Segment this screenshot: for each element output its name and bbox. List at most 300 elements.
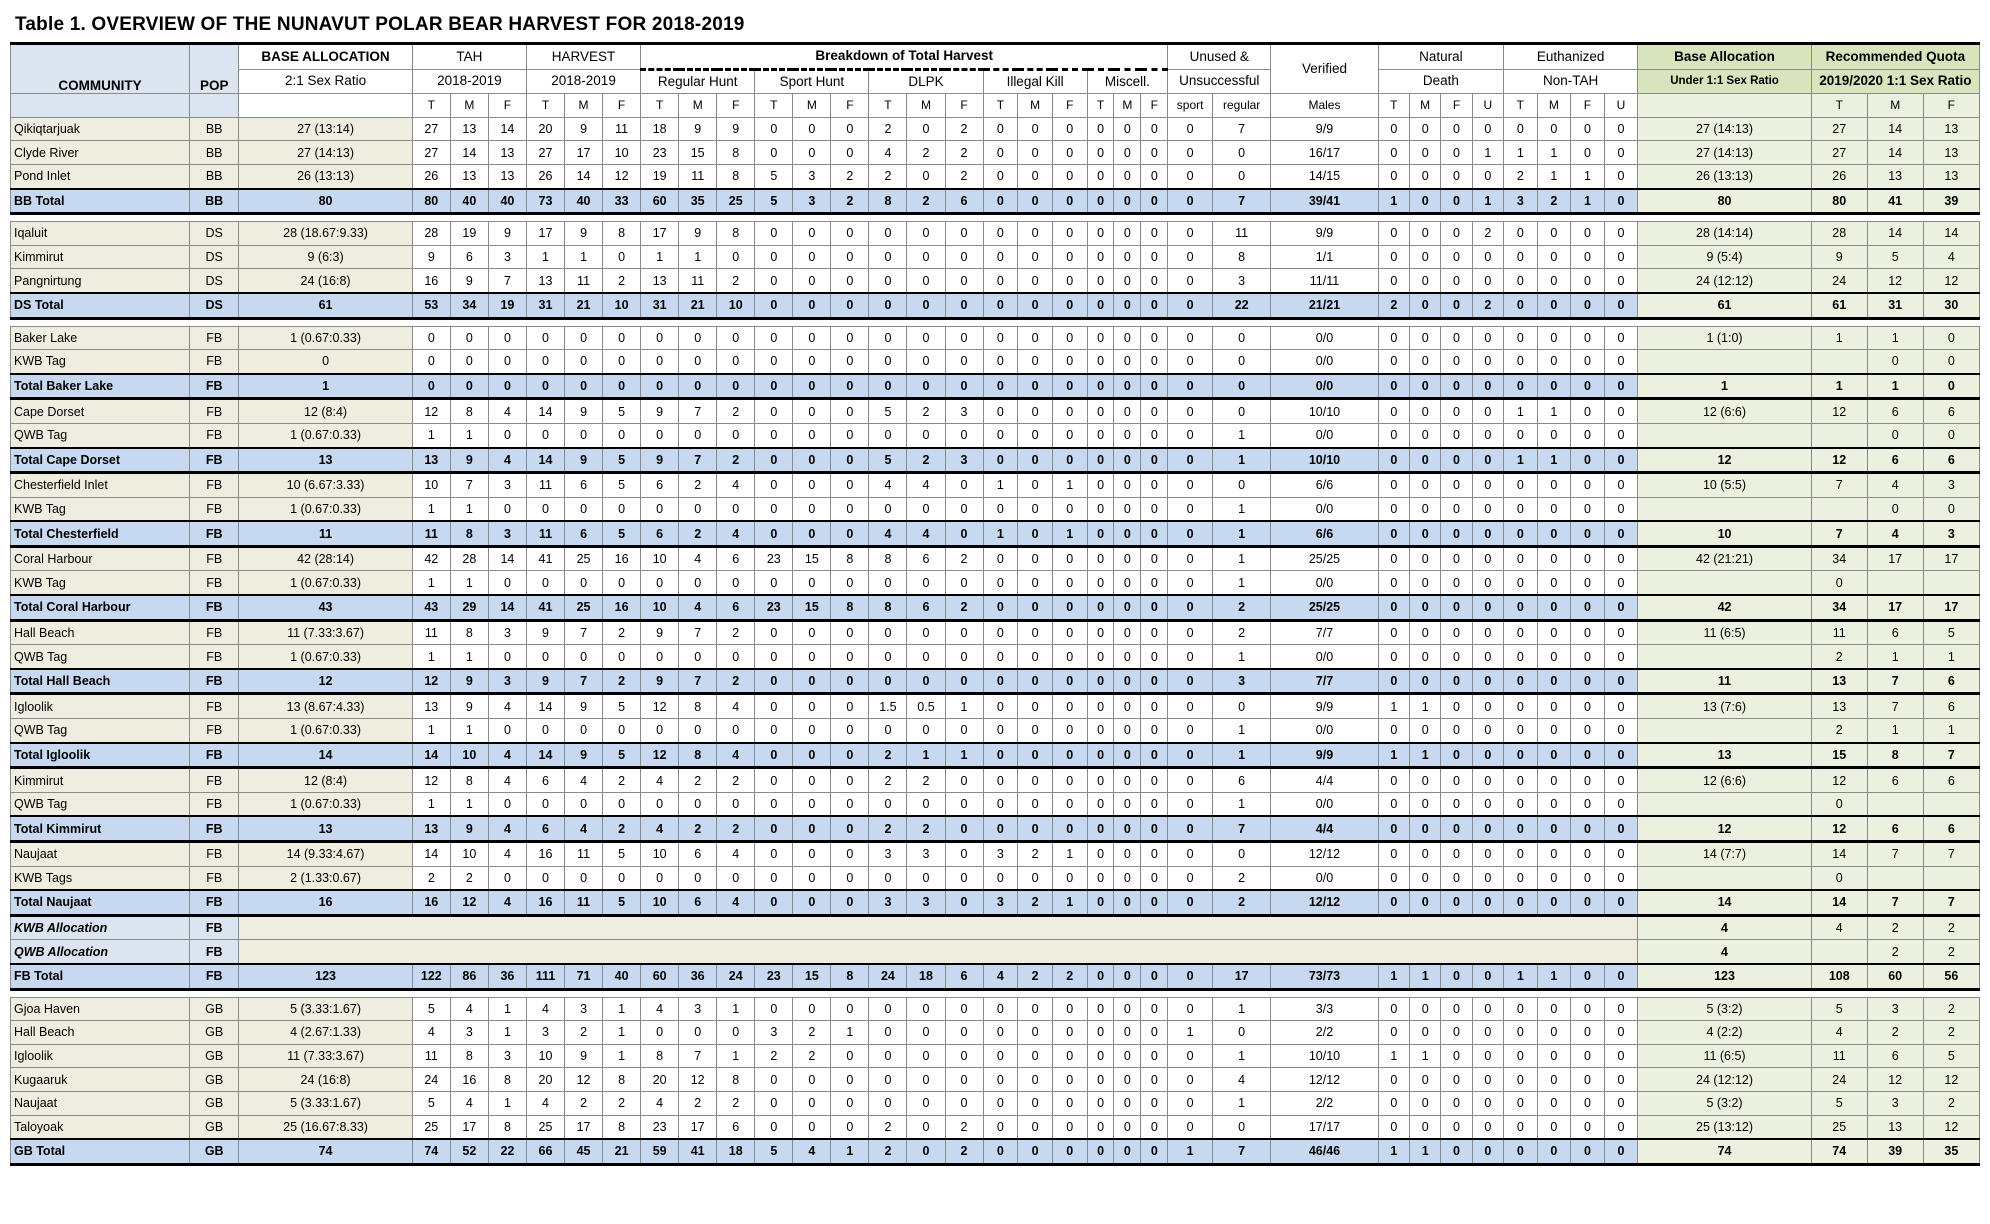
quota-cell: 6 (1923, 816, 1979, 841)
value-cell: 9 (412, 245, 450, 269)
value-cell: 0 (1378, 997, 1409, 1021)
value-cell: 0 (1441, 245, 1472, 269)
value-cell: 0 (1141, 293, 1168, 318)
value-cell: 0 (1537, 1115, 1571, 1139)
value-cell: 0 (831, 326, 869, 350)
value-cell: 0 (831, 350, 869, 374)
value-cell: 10 (641, 595, 679, 620)
value-cell: 0 (1114, 719, 1141, 743)
value-cell: 4 (488, 694, 526, 719)
quota-cell: 1 (1811, 326, 1867, 350)
value-cell: 0 (831, 374, 869, 399)
value-cell: 0 (1441, 571, 1472, 595)
value-cell: 0 (526, 350, 564, 374)
value-cell: 0 (1504, 1021, 1538, 1045)
value-cell: 2 (603, 768, 641, 793)
value-cell: 2 (869, 768, 907, 793)
value-cell: 0 (1052, 669, 1087, 694)
section-total-row (11, 1139, 1980, 1164)
value-cell: 12 (412, 399, 450, 424)
value-cell: 0 (755, 866, 793, 890)
quota-cell: 80 (1811, 189, 1867, 214)
value-cell: 0 (1504, 222, 1538, 246)
value-cell: 0 (1441, 816, 1472, 841)
value-cell: 2 (869, 816, 907, 841)
base-allocation-11: 14 (7:7) (1638, 842, 1811, 867)
value-cell: 0 (831, 645, 869, 669)
value-cell: 2 (1018, 890, 1053, 915)
value-cell: 0/0 (1271, 866, 1378, 890)
quota-cell: 12 (1811, 448, 1867, 473)
population-code: FB (190, 571, 239, 595)
value-cell: 0 (679, 1021, 717, 1045)
value-cell: 0 (1472, 1115, 1503, 1139)
value-cell: 0 (755, 1068, 793, 1092)
value-cell: 0 (983, 293, 1018, 318)
value-cell: 1 (1378, 1044, 1409, 1068)
value-cell: 0 (945, 326, 983, 350)
base-allocation: 2 (1.33:0.67) (239, 866, 412, 890)
value-cell: 0 (1441, 189, 1472, 214)
value-cell: 0 (1018, 768, 1053, 793)
table-row (11, 719, 1980, 743)
value-cell: 0 (907, 117, 945, 141)
base-allocation: 13 (239, 448, 412, 473)
quota-cell: 14 (1923, 222, 1979, 246)
value-cell: 1 (945, 694, 983, 719)
quota-cell: 3 (1923, 521, 1979, 546)
quota-cell: 14 (1867, 117, 1923, 141)
value-cell: 0 (1052, 1091, 1087, 1115)
value-cell: 0 (983, 448, 1018, 473)
value-cell: 0 (1052, 222, 1087, 246)
value-cell: 0 (1472, 1091, 1503, 1115)
header-community: COMMUNITY (11, 44, 190, 94)
value-cell: 3 (526, 1021, 564, 1045)
value-cell: 0 (1410, 423, 1441, 447)
value-cell: 2 (869, 117, 907, 141)
value-cell: 0 (1141, 842, 1168, 867)
value-cell: 0 (1114, 816, 1141, 841)
value-cell: 0 (526, 571, 564, 595)
value-cell: 0 (1571, 694, 1605, 719)
value-cell: 0 (1537, 374, 1571, 399)
value-cell: 0 (755, 245, 793, 269)
value-cell: 3 (488, 1044, 526, 1068)
value-cell: 11 (412, 620, 450, 645)
population-code: FB (190, 694, 239, 719)
subtotal-row (11, 669, 1980, 694)
value-cell: 0 (1087, 792, 1114, 816)
value-cell: 0 (1441, 546, 1472, 571)
header-natural-death: Natural (1378, 44, 1503, 70)
value-cell: 0 (1087, 890, 1114, 915)
header-harvest-year: 2018-2019 (526, 69, 640, 94)
quota-cell: 13 (1923, 117, 1979, 141)
value-cell: 0 (1114, 222, 1141, 246)
value-cell: 0 (1410, 189, 1441, 214)
value-cell: 0 (603, 374, 641, 399)
value-cell: 86 (450, 964, 488, 989)
value-cell: 15 (793, 546, 831, 571)
value-cell: 0 (717, 1021, 755, 1045)
base-allocation: 1 (0.67:0.33) (239, 497, 412, 521)
quota-cell: 1 (1867, 326, 1923, 350)
value-cell: 0 (1571, 423, 1605, 447)
value-cell: 0 (1141, 890, 1168, 915)
value-cell: 0 (1087, 743, 1114, 768)
value-cell: 28 (412, 222, 450, 246)
value-cell: 45 (565, 1139, 603, 1164)
value-cell: 0 (1141, 1044, 1168, 1068)
community-name: QWB Tag (11, 645, 190, 669)
base-allocation-11: 27 (14:13) (1638, 117, 1811, 141)
value-cell: 10 (526, 1044, 564, 1068)
value-cell: 0 (983, 245, 1018, 269)
value-cell: 0 (1410, 473, 1441, 498)
value-cell: 1 (450, 719, 488, 743)
value-cell: 0 (1537, 768, 1571, 793)
quota-cell: 41 (1867, 189, 1923, 214)
header-t: T (983, 94, 1018, 118)
value-cell: 8 (450, 521, 488, 546)
value-cell: 0 (1604, 866, 1638, 890)
community-name: Total Cape Dorset (11, 448, 190, 473)
value-cell: 0 (907, 350, 945, 374)
value-cell: 0 (1504, 521, 1538, 546)
value-cell: 0 (1213, 326, 1271, 350)
header-m: M (1410, 94, 1441, 118)
quota-cell: 34 (1811, 595, 1867, 620)
quota-cell: 6 (1867, 768, 1923, 793)
header-base-11: Base Allocation (1638, 44, 1811, 70)
value-cell: 0 (1604, 521, 1638, 546)
value-cell: 0 (1504, 669, 1538, 694)
value-cell: 0 (1604, 768, 1638, 793)
value-cell: 0 (1537, 743, 1571, 768)
value-cell: 0 (1571, 497, 1605, 521)
value-cell: 5 (869, 448, 907, 473)
value-cell: 6 (526, 816, 564, 841)
value-cell: 0 (450, 350, 488, 374)
value-cell: 71 (565, 964, 603, 989)
community-name: Iqaluit (11, 222, 190, 246)
value-cell: 0 (1472, 620, 1503, 645)
value-cell: 2 (679, 816, 717, 841)
value-cell: 7 (565, 620, 603, 645)
value-cell: 0 (1410, 1091, 1441, 1115)
value-cell: 2 (945, 595, 983, 620)
value-cell: 19 (641, 164, 679, 188)
value-cell: 0 (755, 694, 793, 719)
value-cell: 0 (1018, 645, 1053, 669)
value-cell: 0 (869, 1021, 907, 1045)
community-name: Kimmirut (11, 245, 190, 269)
value-cell: 0 (412, 374, 450, 399)
value-cell: 1 (717, 997, 755, 1021)
value-cell: 1 (1410, 743, 1441, 768)
value-cell: 0 (983, 1044, 1018, 1068)
value-cell: 0 (907, 1021, 945, 1045)
value-cell: 3 (488, 620, 526, 645)
value-cell: 2 (412, 866, 450, 890)
population-code: FB (190, 768, 239, 793)
value-cell: 11 (565, 890, 603, 915)
value-cell: 9 (526, 669, 564, 694)
value-cell: 4 (869, 473, 907, 498)
base-allocation: 25 (16.67:8.33) (239, 1115, 412, 1139)
value-cell: 0 (1141, 1091, 1168, 1115)
header-miscell: Miscell. (1087, 69, 1168, 94)
value-cell: 0 (1114, 595, 1141, 620)
value-cell: 0 (1410, 890, 1441, 915)
value-cell: 3 (565, 997, 603, 1021)
value-cell: 2 (907, 189, 945, 214)
base-allocation: 74 (239, 1139, 412, 1164)
value-cell: 0 (1571, 645, 1605, 669)
value-cell: 0 (1213, 1115, 1271, 1139)
value-cell: 0 (1441, 399, 1472, 424)
value-cell: 0 (1168, 669, 1213, 694)
base-allocation: 13 (8.67:4.33) (239, 694, 412, 719)
value-cell: 2 (717, 816, 755, 841)
value-cell: 0 (641, 866, 679, 890)
value-cell: 0 (1052, 350, 1087, 374)
value-cell: 0 (1378, 141, 1409, 165)
value-cell: 41 (526, 546, 564, 571)
community-name: KWB Tag (11, 350, 190, 374)
value-cell: 5 (603, 694, 641, 719)
value-cell: 1 (1410, 964, 1441, 989)
value-cell: 0 (1114, 571, 1141, 595)
value-cell: 0 (1604, 669, 1638, 694)
quota-cell: 12 (1811, 816, 1867, 841)
value-cell: 2 (603, 669, 641, 694)
value-cell: 74 (412, 1139, 450, 1164)
value-cell: 0 (1504, 1115, 1538, 1139)
value-cell: 0 (831, 423, 869, 447)
value-cell: 0 (1441, 293, 1472, 318)
value-cell: 0 (1114, 497, 1141, 521)
value-cell: 10 (641, 890, 679, 915)
value-cell: 0 (983, 997, 1018, 1021)
quota-cell (1811, 497, 1867, 521)
population-code: FB (190, 964, 239, 989)
quota-cell: 13 (1811, 694, 1867, 719)
value-cell: 0 (488, 792, 526, 816)
value-cell: 41 (679, 1139, 717, 1164)
value-cell: 0 (1504, 546, 1538, 571)
value-cell: 0 (1504, 326, 1538, 350)
base-allocation-11: 80 (1638, 189, 1811, 214)
quota-cell: 0 (1923, 350, 1979, 374)
value-cell: 0 (1472, 842, 1503, 867)
value-cell: 0 (793, 448, 831, 473)
value-cell: 9 (488, 222, 526, 246)
value-cell: 0 (1571, 1115, 1605, 1139)
value-cell: 0 (603, 719, 641, 743)
value-cell: 0 (1504, 473, 1538, 498)
value-cell: 0 (793, 222, 831, 246)
population-code: FB (190, 423, 239, 447)
value-cell: 2 (679, 768, 717, 793)
table-row (11, 164, 1980, 188)
value-cell: 0 (1018, 350, 1053, 374)
value-cell: 0 (793, 141, 831, 165)
value-cell: 0 (793, 768, 831, 793)
value-cell: 2 (945, 164, 983, 188)
base-allocation-11: 12 (6:6) (1638, 768, 1811, 793)
value-cell: 0 (755, 1091, 793, 1115)
value-cell: 0 (1441, 997, 1472, 1021)
value-cell: 4 (717, 694, 755, 719)
value-cell: 8 (679, 743, 717, 768)
quota-cell: 17 (1867, 546, 1923, 571)
value-cell: 0 (945, 222, 983, 246)
value-cell: 0 (1087, 448, 1114, 473)
value-cell: 0 (831, 842, 869, 867)
value-cell: 3 (983, 842, 1018, 867)
value-cell: 0 (1410, 164, 1441, 188)
value-cell: 0 (1537, 350, 1571, 374)
value-cell: 0 (1604, 645, 1638, 669)
value-cell: 3 (1504, 189, 1538, 214)
value-cell: 0 (1537, 997, 1571, 1021)
value-cell: 0 (1441, 719, 1472, 743)
value-cell: 0 (1504, 719, 1538, 743)
value-cell: 0 (1168, 842, 1213, 867)
value-cell: 0 (1472, 245, 1503, 269)
value-cell: 0 (1441, 890, 1472, 915)
value-cell: 0 (1537, 293, 1571, 318)
base-allocation: 1 (0.67:0.33) (239, 719, 412, 743)
value-cell: 0 (1410, 497, 1441, 521)
value-cell: 0 (1504, 1091, 1538, 1115)
value-cell: 0 (945, 374, 983, 399)
value-cell: 0 (1087, 694, 1114, 719)
value-cell: 2 (1052, 964, 1087, 989)
value-cell: 1 (412, 571, 450, 595)
value-cell: 0 (1571, 399, 1605, 424)
header-f: F (1052, 94, 1087, 118)
value-cell: 0 (1504, 743, 1538, 768)
value-cell: 0 (1441, 521, 1472, 546)
header-f: F (831, 94, 869, 118)
value-cell: 0 (831, 222, 869, 246)
value-cell: 0 (1472, 719, 1503, 743)
value-cell: 12/12 (1271, 842, 1378, 867)
value-cell: 0 (1504, 497, 1538, 521)
quota-cell: 24 (1811, 269, 1867, 293)
value-cell: 25/25 (1271, 546, 1378, 571)
population-code: FB (190, 915, 239, 940)
value-cell: 10 (450, 842, 488, 867)
value-cell: 0 (1378, 719, 1409, 743)
header-regular-hunt: Regular Hunt (641, 69, 755, 94)
value-cell: 0 (1114, 743, 1141, 768)
value-cell: 0 (831, 1068, 869, 1092)
value-cell: 0 (1087, 645, 1114, 669)
population-code: GB (190, 1044, 239, 1068)
value-cell: 23 (755, 546, 793, 571)
quota-cell: 12 (1923, 1115, 1979, 1139)
value-cell: 7 (1213, 1139, 1271, 1164)
value-cell: 0 (945, 669, 983, 694)
population-code: GB (190, 1139, 239, 1164)
value-cell: 0 (1604, 117, 1638, 141)
quota-cell: 0 (1923, 374, 1979, 399)
value-cell: 0 (907, 497, 945, 521)
community-name: Cape Dorset (11, 399, 190, 424)
value-cell: 28 (450, 546, 488, 571)
value-cell: 2 (945, 117, 983, 141)
value-cell: 1 (1378, 189, 1409, 214)
value-cell: 17/17 (1271, 1115, 1378, 1139)
value-cell: 0 (983, 694, 1018, 719)
value-cell: 3 (907, 842, 945, 867)
value-cell: 0 (1087, 842, 1114, 867)
value-cell: 0 (945, 521, 983, 546)
quota-cell: 3 (1923, 473, 1979, 498)
community-name: FB Total (11, 964, 190, 989)
quota-cell: 0 (1867, 350, 1923, 374)
value-cell: 0 (1018, 1115, 1053, 1139)
value-cell: 10 (603, 141, 641, 165)
value-cell: 2 (793, 1044, 831, 1068)
value-cell: 0 (755, 792, 793, 816)
value-cell: 8 (603, 222, 641, 246)
population-code: FB (190, 866, 239, 890)
value-cell: 0 (1087, 269, 1114, 293)
quota-cell (1811, 940, 1867, 964)
value-cell: 12 (679, 1068, 717, 1092)
quota-cell: 7 (1923, 890, 1979, 915)
value-cell: 0 (526, 719, 564, 743)
base-allocation-11: 24 (12:12) (1638, 1068, 1811, 1092)
value-cell: 0 (1504, 620, 1538, 645)
value-cell: 0 (1168, 890, 1213, 915)
value-cell: 1 (1378, 694, 1409, 719)
value-cell: 0 (907, 997, 945, 1021)
value-cell: 0 (869, 645, 907, 669)
value-cell: 0 (1604, 964, 1638, 989)
value-cell: 8 (869, 546, 907, 571)
value-cell: 0 (1604, 423, 1638, 447)
quota-cell (1867, 792, 1923, 816)
quota-cell: 2 (1923, 915, 1979, 940)
value-cell: 59 (641, 1139, 679, 1164)
value-cell: 13 (488, 141, 526, 165)
value-cell: 0 (1410, 293, 1441, 318)
value-cell: 0 (869, 997, 907, 1021)
value-cell: 9 (641, 620, 679, 645)
value-cell: 0 (1141, 768, 1168, 793)
value-cell: 0 (1410, 521, 1441, 546)
value-cell: 0 (983, 1115, 1018, 1139)
value-cell: 0 (1213, 374, 1271, 399)
value-cell: 0 (1052, 399, 1087, 424)
population-code: FB (190, 546, 239, 571)
value-cell: 12/12 (1271, 890, 1378, 915)
value-cell: 0 (1571, 521, 1605, 546)
value-cell: 0 (1472, 768, 1503, 793)
value-cell: 2 (869, 164, 907, 188)
header-m: M (450, 94, 488, 118)
value-cell: 4 (717, 842, 755, 867)
value-cell: 0 (603, 326, 641, 350)
value-cell: 0 (1472, 743, 1503, 768)
value-cell: 0 (831, 117, 869, 141)
